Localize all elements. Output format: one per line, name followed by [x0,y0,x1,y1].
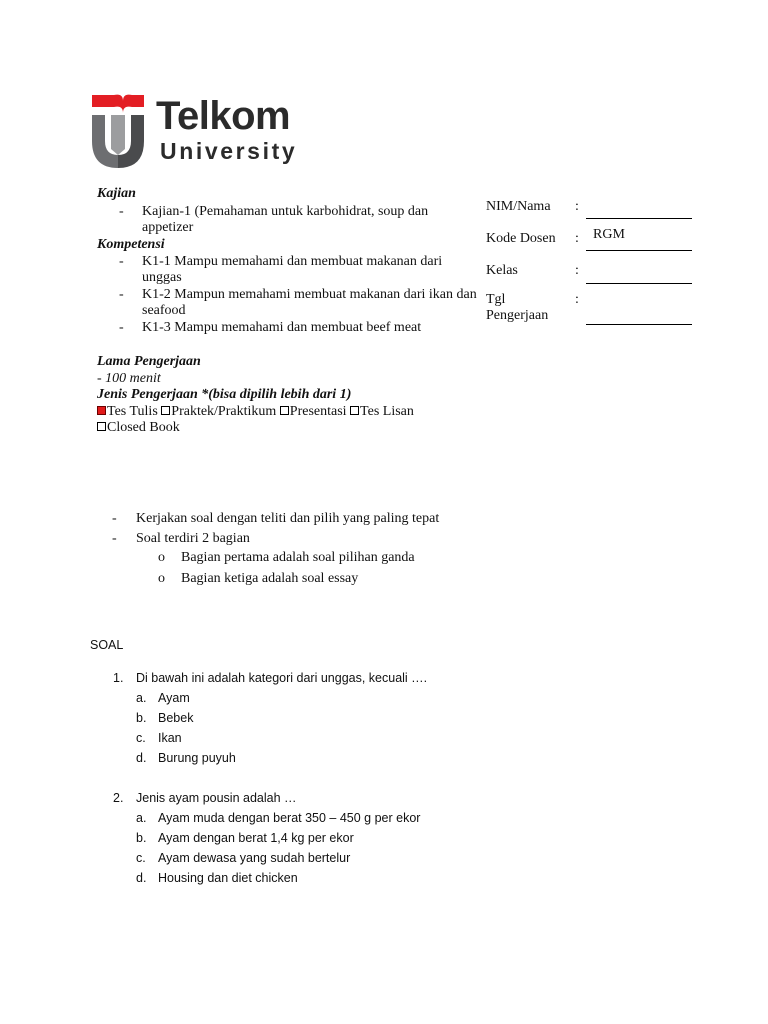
question-text: Jenis ayam pousin adalah … [136,791,297,805]
option-text: Ayam muda dengan berat 350 – 450 g per ekor [158,811,421,825]
logo-text-university: University [160,138,298,164]
jenis-options [97,404,477,436]
checkbox-icon[interactable] [97,422,106,431]
list-item [97,204,477,236]
option-letter: c. [136,851,146,865]
dosen-value: RGM [593,227,625,242]
option-label: Tes Tulis [107,404,158,419]
checkbox-icon[interactable] [350,406,359,415]
list-item [97,287,497,319]
nim-field[interactable] [586,218,692,219]
option-tes-lisan[interactable] [350,404,414,419]
option-letter: d. [136,871,147,885]
circle-bullet: o [158,571,165,586]
kajian-item-1-line2: appetizer [142,220,194,235]
option-text: Ayam [158,691,190,705]
logo-text-telkom: Telkom [156,94,291,138]
nim-label: NIM/Nama [486,199,551,214]
dash-bullet: - [112,531,117,546]
kompetensi-k1-3-line1: K1-3 Mampu memahami dan membuat beef meat [142,320,422,335]
instruction-2-sub-2: Bagian ketiga adalah soal essay [181,571,359,586]
telkom-emblem-icon [92,93,154,171]
option-letter: b. [136,831,147,845]
instruction-1: Kerjakan soal dengan teliti dan pilih yang paling tepat [136,511,440,526]
checkbox-icon[interactable] [161,406,170,415]
soal-heading: SOAL [90,638,124,652]
kompetensi-k1-2-line1: K1-2 Mampun memahami membuat makanan dari ikan dan [142,287,477,302]
option-praktek[interactable] [161,404,276,419]
option-text: Ikan [158,731,182,745]
lama-heading: Lama Pengerjaan [97,354,201,369]
option-text: Housing dan diet chicken [158,871,298,885]
kompetensi-list [97,254,497,336]
tgl-label-line2: Pengerjaan [486,308,549,323]
kajian-list [97,204,477,236]
instruction-2-sub-1: Bagian pertama adalah soal pilihan ganda [181,550,415,565]
question-text: Di bawah ini adalah kategori dari unggas, kecuali …. [136,671,428,685]
lama-value: - 100 menit [97,371,161,386]
checkbox-checked-icon[interactable] [97,406,106,415]
kajian-item-1-line1: Kajian-1 (Pemahaman untuk karbohidrat, soup dan [142,204,429,219]
nim-colon: : [575,199,579,214]
kompetensi-k1-1-line1: K1-1 Mampu memahami dan membuat makanan dari [142,254,443,269]
tgl-label [486,292,548,324]
option-closed-book[interactable] [97,420,180,435]
list-item [97,320,497,336]
option-label: Tes Lisan [360,404,414,419]
option-label: Closed Book [107,420,180,435]
checkbox-icon[interactable] [280,406,289,415]
option-letter: a. [136,811,147,825]
instruction-2: Soal terdiri 2 bagian [136,531,250,546]
option-tes-tulis[interactable] [97,404,158,419]
list-item [97,254,497,286]
option-letter: a. [136,691,147,705]
question-number: 1. [113,671,124,685]
kompetensi-heading: Kompetensi [97,237,165,252]
dosen-colon: : [575,231,579,246]
option-letter: c. [136,731,146,745]
option-letter: b. [136,711,147,725]
dosen-field[interactable] [586,250,692,251]
kelas-field[interactable] [586,283,692,284]
kelas-label: Kelas [486,263,518,278]
tgl-field[interactable] [586,324,692,325]
option-label: Praktek/Praktikum [171,404,277,419]
option-label: Presentasi [289,404,347,419]
option-text: Bebek [158,711,194,725]
option-letter: d. [136,751,147,765]
dash-bullet: - [112,511,117,526]
tgl-colon: : [575,292,579,307]
kompetensi-k1-1-line2: unggas [142,270,182,285]
kajian-heading: Kajian [97,186,136,201]
option-text: Ayam dengan berat 1,4 kg per ekor [158,831,354,845]
option-text: Ayam dewasa yang sudah bertelur [158,851,351,865]
tgl-label-line1: Tgl [486,292,506,307]
jenis-heading: Jenis Pengerjaan *(bisa dipilih lebih dari 1) [97,387,352,402]
kelas-colon: : [575,263,579,278]
question-number: 2. [113,791,124,805]
kompetensi-k1-2-line2: seafood [142,303,186,318]
dosen-label: Kode Dosen [486,231,556,246]
circle-bullet: o [158,550,165,565]
option-presentasi[interactable] [280,404,347,419]
option-text: Burung puyuh [158,751,236,765]
